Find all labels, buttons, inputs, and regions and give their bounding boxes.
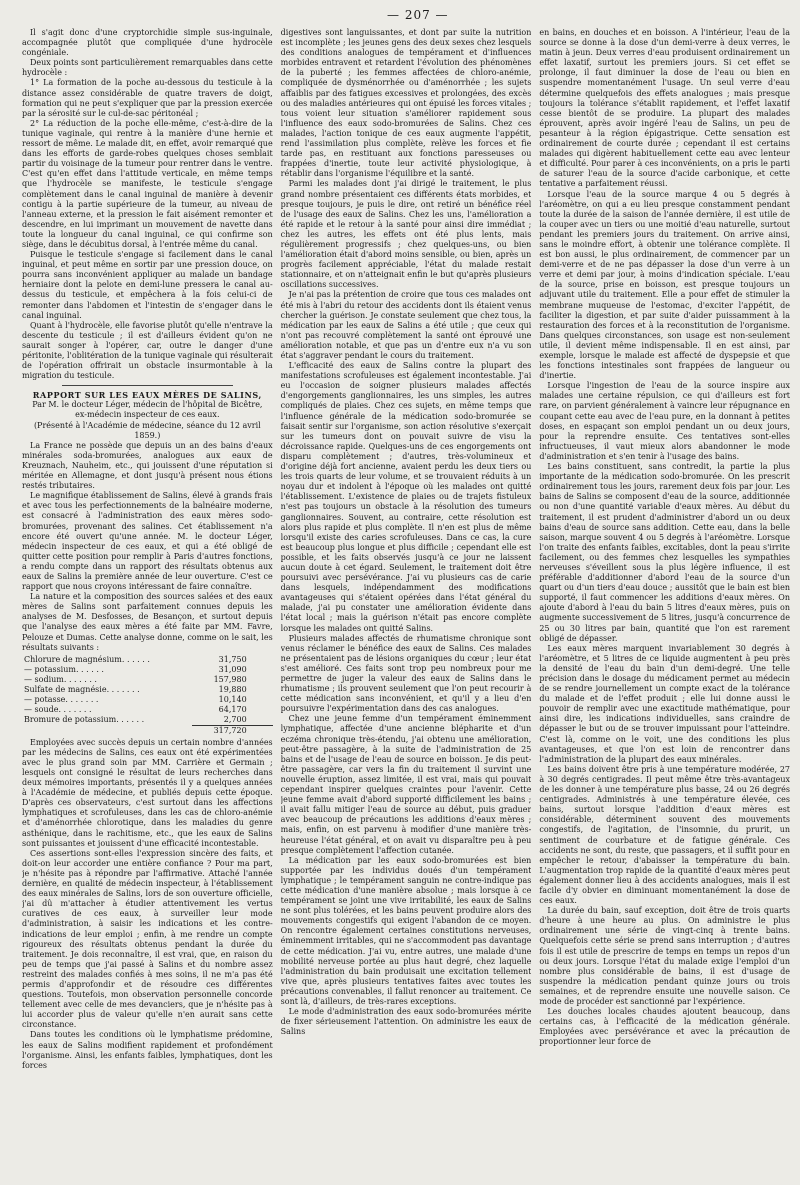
paragraph: La France ne possède que depuis un an des bains d'eaux minérales soda-bromurées, analogues aux eaux de Kreuznach, Nauheim, etc., qui jouissent d'une réputation si méritée en Allemagne, et dont jusqu'à présent nous étions restés tributaires. — [22, 440, 273, 491]
compound-name: — sodium. . . . . . . — [24, 674, 97, 684]
column-2 — [281, 28, 532, 1178]
compound-value: 31,090 — [218, 664, 247, 674]
paragraph: Les bains constituent, sans contredit, la partie la plus importante de la médication sodo-bromurée. On les prescrit ordinairement tous les jours, rarement deux fois par jour. Les bains de Salins se composent d'eau de la source, additionnée ou non d'une quantité variable d'eaux mères. Au début du traitement, il est prudent d'administrer d'abord un ou deux bains d'eau de source sans addition. Cette eau, dans la belle saison, marque souvent 4 ou 5 degrés à l'aréomètre. Lorsque l'on traite des enfants faibles, excitables, dont la peau s'irrite facilement, ou des femmes chez lesquelles les sympathies nerveuses s'éveillent sous la plus légère influence, il est préférable d'additionner d'abord l'eau de la source d'un quart ou d'un tiers d'eau douce ; aussitôt que le bain est bien supporté, il faut commencer les additions d'eaux mères. On ajoute d'abord à l'eau du bain 5 litres d'eaux mères, puis on augmente successivement de 5 litres, jusqu'à concurrence de 25 ou 30 litres par bain, quantité que l'on est rarement obligé de dépasser. — [539, 462, 790, 643]
composition-total: 317,720 — [192, 725, 272, 736]
paragraph: Parmi les malades dont j'ai dirigé le traitement, le plus grand nombre présentaient ces différents états morbides, et presque toujours, je puis le dire, ont retiré un bénéfice réel de l'usage des eaux de Salins. Chez les uns, l'amélioration a été rapide et le retour à la santé pour ainsi dire immédiat ; chez les autres, les effets ont été plus lents, mais régulièrement progressifs ; chez quelques-uns, ou bien l'amélioration était d'abord moins sensible, ou bien, après un progrès facilement appréciable, l'état du malade restait stationnaire, et on n'atteignait enfin le but qu'après plusieurs oscillations successives. — [280, 179, 532, 290]
paragraph: Je n'ai pas la prétention de croire que tous ces malades ont été mis à l'abri du retour des accidents dont ils étaient venus chercher la guérison. Je constate seulement que chez tous, la médication par les eaux de Salins a été utile ; que ceux qui n'ont pas recouvré complètement la santé ont éprouvé une amélioration notable, et que pas un d'entre eux n'a vu son état s'aggraver pendant le cours du traitement. — [280, 290, 532, 360]
table-row — [22, 705, 273, 715]
presentation-note: (Présenté à l'Académie de médecine, séance du 12 avril 1859.) — [33, 420, 261, 440]
page-header — [22, 8, 790, 26]
paragraph: Le magnifique établissement de Salins, élevé à grands frais et avec tous les perfectionnements de la balnéaire moderne, est consacré à l'administration des eaux mères sodo-bromurées, provenant des salines. Cet établissement n'a encore été ouvert qu'une année. M. le docteur Léger, médecin inspecteur de ces eaux, et qui a été obligé de quitter cette position pour remplir à Paris d'autres fonctions, a rendu compte dans un rapport des résultats obtenus aux eaux de Salins la première année de leur ouverture. C'est ce rapport que nous croyons intéressant de faire connaître. — [22, 491, 273, 592]
table-row — [22, 695, 273, 705]
compound-value: 10,140 — [218, 694, 247, 704]
paragraph: Chez une jeune femme d'un tempérament éminemment lymphatique, affectée d'une ancienne blépharite et d'un eczéma chronique très-étendu, j'ai obtenu une amélioration, peut-être passagère, à la suite de l'administration de 25 bains et de l'usage de l'eau de source en boisson. Je dis peut-être passagère, car vers la fin du traitement il survint une nouvelle éruption, assez limitée, il est vrai, mais qui pouvait cependant inspirer quelques craintes pour l'avenir. Cette jeune femme avait d'abord supporté difficilement les bains ; il avait fallu mitiger l'eau de source au début, puis graduer avec beaucoup de précautions les additions d'eaux mères ; mais, enfin, on est parvenu à modifier d'une manière très-heureuse l'état général, et on avait vu disparaître peu à peu presque complètement l'affection cutanée. — [280, 714, 532, 855]
compound-name: — potassium. . . . . . — [24, 664, 104, 674]
composition-table — [22, 655, 273, 736]
paragraph: L'efficacité des eaux de Salins contre la plupart des manifestations scrofuleuses est également incontestable. J'ai eu l'occasion de soigner plusieurs malades affectés d'engorgements ganglionnaires, les uns simples, les autres compliqués de plaies. Chez ces sujets, en même temps que l'influence générale de la médication sodo-bromurée se faisait sentir sur l'organisme, son action résolutive s'exerçait sur les tumeurs dont on pouvait suivre de visu la décroissance rapide. Quelques-uns de ces engorgements ont disparu complètement ; d'autres, très-volumineux et d'origine déjà fort ancienne, avaient perdu les deux tiers ou les trois quarts de leur volume, et se trouvaient réduits à un noyau dur et indolent à l'époque où les malades ont quitté l'établissement. L'existence de plaies ou de trajets fistuleux n'est pas toujours un obstacle à la résolution des tumeurs ganglionnaires. Souvent, au contraire, cette résolution est alors plus rapide et plus complète. Il n'en est plus de même lorsqu'il existe des caries scrofuleuses. Dans ce cas, la cure est beaucoup plus longue et plus difficile ; cependant elle est possible, et les faits observés jusqu'à ce jour ne laissent aucun doute à cet égard. Seulement, le traitement doit être poursuivi avec persévérance. J'ai vu plusieurs cas de carie dans lesquels, indépendamment des modifications avantageuses qui s'étaient opérées dans l'état général du malade, j'ai pu constater une amélioration évidente dans l'état local ; mais la guérison n'était pas encore complète lorsque les malades ont quitté Salins. — [280, 361, 532, 633]
column-3 — [539, 28, 790, 1178]
compound-name: — soude. . . . . . . — [24, 704, 92, 714]
compound-name: — potasse. . . . . . . — [24, 694, 99, 704]
paragraph: Les bains doivent être pris à une température modérée, 27 à 30 degrés centigrades. Il peut même être très-avantageux de les donner à une température plus basse, 24 ou 26 degrés centigrades. Administrés à une température élevée, ces bains, surtout lorsque l'addition d'eaux mères est considérable, déterminent souvent des mouvements congestifs, de l'agitation, de l'insomnie, du prurit, un sentiment de courbature et de fatigue générale. Ces accidents ne sont, du reste, que passagers, et il suffit pour en empêcher le retour, d'abaisser la température du bain. L'augmentation trop rapide de la quantité d'eaux mères peut également donner lieu à des accidents analogues, mais il est facile d'y obvier en diminuant momentanément la dose de ces eaux. — [539, 764, 790, 906]
paragraph: Les eaux mères marquent invariablement 30 degrés à l'aréomètre, et 5 litres de ce liquide augmentent à peu près la densité de l'eau du bain d'un demi-degré. Une telle précision dans le dosage du médicament permet au médecin de se rendre journellement un compte exact de la tolérance du malade et de l'effet produit ; elle lui donne aussi le pouvoir de remplir avec une exactitude mathématique, pour ainsi dire, les indications individuelles, sans craindre de dépasser le but ou de se trouver impuissant pour l'atteindre. C'est là, comme on le voit, une des conditions les plus avantageuses, et que l'on est loin de rencontrer dans l'administration de la plupart des eaux minérales. — [539, 643, 790, 764]
paragraph: La nature et la composition des sources salées et des eaux mères de Salins sont parfaitement connues depuis les analyses de M. Desfosses, de Besançon, et surtout depuis que l'analyse des eaux mères a été faite par MM. Favre, Pelouze et Dumas. Cette analyse donne, comme on le sait, les résultats suivants : — [22, 592, 273, 652]
table-row — [22, 655, 273, 665]
column-1 — [22, 28, 273, 1178]
compound-value: 31,750 — [218, 654, 247, 664]
article-byline: Par M. le docteur Léger, médecin de l'hôpital de Bicêtre, — [32, 400, 263, 410]
compound-name: Sulfate de magnésie. . . . . . . — [24, 684, 140, 694]
paragraph: Le mode d'administration des eaux sodo-bromurées mérite de fixer sérieusement l'attention. On administre les eaux de Salins — [280, 1007, 532, 1037]
paragraph: Quant à l'hydrocèle, elle favorise plutôt qu'elle n'entrave la descente du testicule ; il est d'ailleurs évident qu'on ne saurait songer à l'opérer, car, outre le danger d'une péritonite, l'oblitération de la tunique vaginale qui résulterait de l'opération offrirait un obstacle insurmontable à la migration du testicule. — [22, 320, 273, 381]
paragraph: Il s'agit donc d'une cryptorchidie simple sus-inguinale, accompagnée plutôt que compliquée d'une hydrocèle congéniale. — [22, 28, 273, 58]
paragraph: Deux points sont particulièrement remarquables dans cette hydrocèle : — [22, 58, 273, 78]
paragraph: digestives sont languissantes, et dont par suite la nutrition est incomplète ; les jeunes gens des deux sexes chez lesquels des conditions analogues de tempérament et d'influences morbides entravent et retardent l'évolution des phénomènes de la puberté ; les femmes affectées de chloro-anémie, compliquée de dysménorrhée ou d'aménorrhée ; les sujets affaiblis par des fatigues excessives et prolongées, des excès ou des maladies antérieures qui ont épuisé les forces vitales ; tous voient leur situation s'améliorer rapidement sous l'influence des eaux sodo-bromurées de Salins. Chez ces malades, l'action tonique de ces eaux augmente l'appétit, rend l'assimilation plus complète, relève les forces et fie tarde pas, en restituant aux fonctions paresseuses ou frappées d'inertie, toute leur activité physiologique, à rétablir dans l'organisme l'équilibre et la santé. — [280, 28, 532, 179]
paragraph: La durée du bain, sauf exception, doit être de trois quarts d'heure à une heure au plus. On administre le plus ordinairement une série de vingt-cinq à trente bains. Quelquefois cette série se prend sans interruption ; d'autres fois il est utile de prescrire de temps en temps un repos d'un ou deux jours. Lorsque l'état du malade exige l'emploi d'un nombre plus considérable de bains, il est d'usage de suspendre la médication pendant quinze jours ou trois semaines, et de reprendre ensuite une nouvelle saison. Ce mode de procéder est sanctionné par l'expérience. — [539, 906, 790, 1006]
paragraph: Ces assertions sont-elles l'expression sincère des faits, et doit-on leur accorder une entière confiance ? Pour ma part, je n'hésite pas à répondre par l'affirmative. Attaché l'année dernière, en qualité de médecin inspecteur, à l'établissement des eaux minérales de Salins, lors de son ouverture officielle, j'ai dû m'attacher à étudier attentivement les vertus curatives de ces eaux, à surveiller leur mode d'administration, à saisir les indications et les contre-indications de leur emploi ; enfin, à me rendre un compte rigoureux des résultats obtenus pendant la durée du traitement. Je dois reconnaître, il est vrai, que, en raison du peu de temps que j'ai passé à Salins et du nombre assez restreint des malades confiés à mes soins, il ne m'a pas été permis d'approfondir et de résoudre ces différentes questions. Toutefois, mon observation personnelle concorde tellement avec celle de mes devanciers, que je n'hésite pas à lui accorder plus de valeur qu'elle n'en aurait sans cette circonstance. — [22, 848, 273, 1030]
table-row — [22, 685, 273, 695]
paragraph: Les douches locales chaudes ajoutent beaucoup, dans certains cas, à l'efficacité de la médication générale. Employées avec persévérance et avec la précaution de proportionner leur force de — [539, 1007, 790, 1047]
section-divider — [62, 385, 233, 386]
compound-value: 64,170 — [218, 704, 247, 714]
table-total-row — [22, 725, 273, 736]
paragraph: Lorsque l'ingestion de l'eau de la source inspire aux malades une certaine répulsion, ce qui d'ailleurs est fort rare, on parvient généralement à vaincre leur répugnance en coupant cette eau avec de l'eau pure, en la donnant à petites doses, en espaçant son emploi pendant un ou deux jours, pour la reprendre ensuite. Ces tentatives sont-elles infructueuses, il vaut mieux alors abandonner le mode d'administration et s'en tenir à l'usage des bains. — [539, 381, 790, 461]
paragraph: Employées avec succès depuis un certain nombre d'années par les médecins de Salins, ces eaux ont été expérimentées avec le plus grand soin par MM. Carrière et Germain ; lesquels ont consigné le résultat de leurs recherches dans deux mémoires importants, présentés il y a quelques années à l'Académie de médecine, et publiés depuis cette époque. D'après ces observateurs, c'est surtout dans les affections lymphatiques et scrofuleuses, dans les cas de chloro-anémie et d'aménorrhée chlorotique, dans les maladies du genre asthénique, dans le rachitisme, etc., que les eaux de Salins sont puissantes et jouissent d'une efficacité incontestable. — [22, 737, 273, 848]
paragraph: 1° La formation de la poche au-dessous du testicule à la distance assez considérable de quatre travers de doigt, formation qui ne peut s'expliquer que par la pression exercée par la sérosité sur le cul-de-sac péritonéal ; — [22, 78, 273, 118]
compound-name: Bromure de potassium. . . . . . — [24, 714, 145, 724]
article-title: RAPPORT SUR LES EAUX MÈRES DE SALINS, — [32, 390, 262, 401]
paragraph: en bains, en douches et en boisson. A l'intérieur, l'eau de la source se donne à la dose d'un demi-verre à deux verres, le matin à jeun. Deux verres d'eau produisent ordinairement un effet laxatif, surtout les premiers jours. Si cet effet se prolonge, il faut diminuer la dose de l'eau ou bien en suspendre momentanément l'usage. Un seul verre d'eau détermine quelquefois des effets analogues ; mais presque toujours la tolérance s'établit rapidement, et l'effet laxatif cesse bientôt de se produire. La plupart des malades éprouvent, après avoir ingéré l'eau de Salins, un peu de pesanteur à la région épigastrique. Cette sensation est ordinairement de courte durée ; cependant il est certains malades qui digèrent habituellement cette eau avec lenteur et difficulté. Pour parer à ces inconvénients, on a pris le parti de saturer l'eau de la source d'acide carbonique, et cette tentative a parfaitement réussi. — [539, 28, 790, 189]
compound-value: 19,880 — [218, 684, 247, 694]
text-columns — [22, 28, 790, 1178]
compound-value: 2,700 — [223, 714, 247, 724]
article-byline-sub: ex-médecin inspecteur de ces eaux. — [75, 410, 220, 420]
compound-name: Chlorure de magnésium. . . . . . — [24, 654, 150, 664]
paragraph: 2° La réduction de la poche elle-même, c'est-à-dire de la tunique vaginale, qui rentre à la manière d'une hernie et ressort de même. Le malade dit, en effet, avoir remarqué que dans les efforts de garde-robes quelques choses semblait partir du voisinage de la tumeur pour rentrer dans le ventre. C'est qu'en effet dans l'attitude verticale, en même temps que l'hydrocèle se manifeste, le testicule s'engage complètement dans le canal inguinal de manière à devenir contigu à la partie supérieure de la tumeur, au niveau de l'anneau externe, et la pression le fait aisément remonter et descendre, en lui imprimant un mouvement de navette dans toute la longueur du canal inguinal, ce qui confirme son siège, dans le décubitus dorsal, à l'entrée même du canal. — [22, 118, 273, 249]
paragraph: Puisque le testicule s'engage si facilement dans le canal inguinal, et peut même en sortir par une pression douce, on pourra sans inconvénient appliquer au malade un bandage herniaire dont la pelote en demi-lune presserа le canal au-dessus du testicule, et empêchera à la fois celui-ci de remonter dans l'abdomen et l'intestin de s'engager dans le canal inguinal. — [22, 250, 273, 320]
page-number: — 207 — — [387, 8, 449, 22]
paragraph: Dans toutes les conditions où le lymphatisme prédomine, les eaux de Salins modifient rapidement et profondément l'organisme. Ainsi, les enfants faibles, lymphatiques, dont les forces — [22, 1030, 273, 1070]
paragraph: La médication par les eaux sodo-bromurées est bien supportée par les individus doués d'un tempérament lymphatique ; le tempérament sanguin ne contre-indique pas cette médication d'une manière absolue ; mais lorsque à ce tempérament se joint une vive irritabilité, les eaux de Salins ne sont plus tolérées, et les bains peuvent produire alors des mouvements congestifs qui exigent l'abandon de ce moyen. On rencontre également certaines constitutions nerveuses, éminemment irritables, qui ne s'accommodent pas davantage de cette médication. J'ai vu, entre autres, une malade d'une mobilité nerveuse portée au plus haut degré, chez laquelle l'administration du bain produisait une excitation tellement vive que, après plusieurs tentatives faites avec toutes les précautions convenables, il fallut renoncer au traitement. Ce sont là, d'ailleurs, de très-rares exceptions. — [280, 855, 532, 1006]
paragraph: Lorsque l'eau de la source marque 4 ou 5 degrés à l'aréomètre, on qui a eu lieu presque constamment pendant toute la durée de la saison de l'année dernière, il est utile de la couper avec un tiers ou une moitié d'eau naturelle, surtout pendant les premiers jours du traitement. On arrive ainsi, sans le moindre effort, à obtenir une tolérance complète. Il est bon aussi, le plus ordinairement, de commencer par un demi-verre et de ne pas dépasser la dose d'un verre à un verre et demi par jour, à moins d'indication spéciale. L'eau de la source, prise en boisson, est presque toujours un adjuvant utile du traitement. Elle a pour effet de stimuler la membrane muqueuse de l'estomac, d'exciter l'appétit, de faciliter la digestion, et par suite d'aider puissamment à la restauration des forces et à la reconstitution de l'organisme. Dans quelques circonstances, son usage est non-seulement utile, il devient même indispensable. Il en est ainsi, par exemple, lorsque le malade est affecté de dyspepsie et que les fonctions intestinales sont frappées de langueur ou d'inertie. — [539, 189, 790, 381]
compound-value: 157,980 — [213, 674, 247, 684]
table-row — [22, 665, 273, 675]
table-row — [22, 715, 273, 726]
paragraph: Plusieurs malades affectés de rhumatisme chronique sont venus réclamer le bénéfice des eaux de Salins. Ces malades ne présentaient pas de lésions organiques du cœur ; leur état s'est amélioré. Ces faits sont trop peu nombreux pour me permettre de juger la valeur des eaux de Salins dans le rhumatisme ; ils prouvent seulement que l'on peut recourir à cette médication sans inconvénient, et qu'il y a lieu d'en poursuivre l'expérimentation dans des cas analogues. — [280, 633, 532, 714]
table-row — [22, 675, 273, 685]
